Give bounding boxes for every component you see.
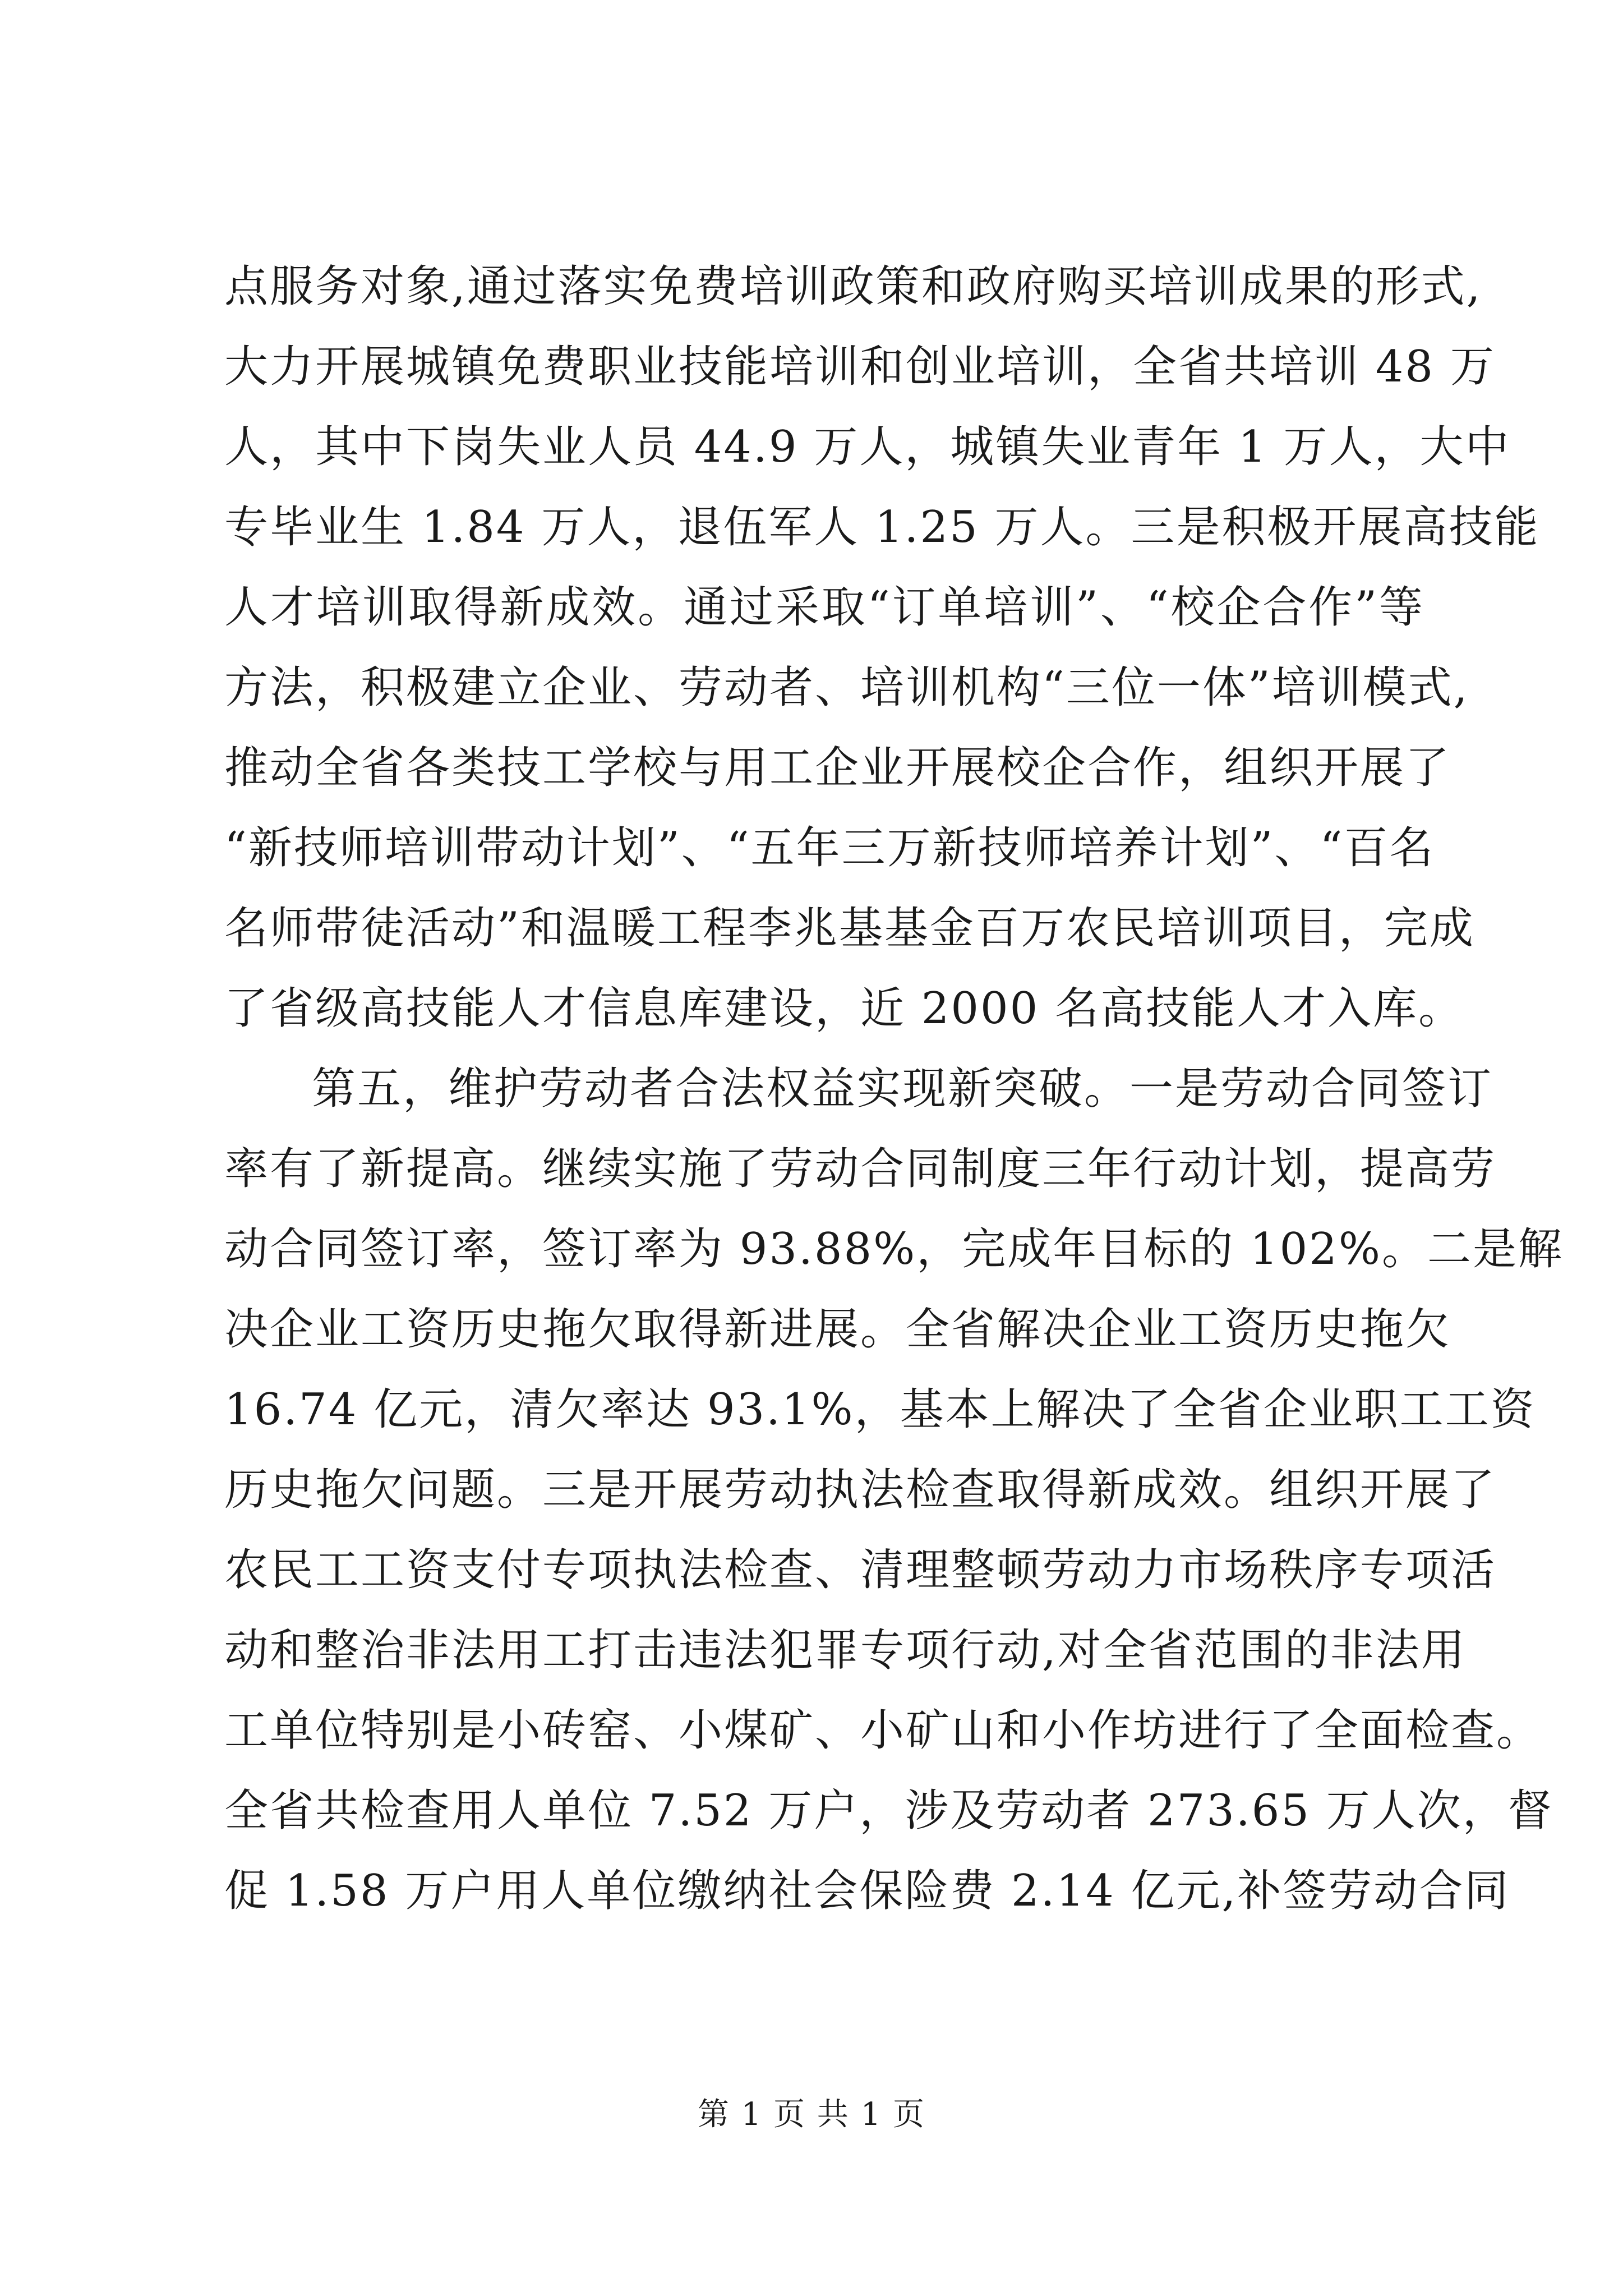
text-line: 促 1.58 万户用人单位缴纳社会保险费 2.14 亿元,补签劳动合同	[224, 1866, 1510, 1916]
text-line: 点服务对象,通过落实免费培训政策和政府购买培训成果的形式,	[224, 261, 1482, 312]
text-line: 决企业工资历史拖欠取得新进展。全省解决企业工资历史拖欠	[224, 1304, 1451, 1355]
text-line: “新技师培训带动计划”、“五年三万新技师培养计划”、“百名	[224, 823, 1435, 873]
paragraph-first-line: 第五，维护劳动者合法权益实现新突破。一是劳动合同签订	[312, 1064, 1493, 1114]
text-line: 动合同签订率，签订率为 93.88%，完成年目标的 102%。二是解	[224, 1224, 1564, 1274]
text-line: 名师带徒活动”和温暖工程李兆基基金百万农民培训项目，完成	[224, 903, 1475, 954]
text-line: 方法，积极建立企业、劳动者、培训机构“三位一体”培训模式,	[224, 662, 1469, 713]
document-body	[224, 247, 1564, 1931]
text-line: 率有了新提高。继续实施了劳动合同制度三年行动计划，提高劳	[224, 1144, 1497, 1194]
text-line: 全省共检查用人单位 7.52 万户，涉及劳动者 273.65 万人次，督	[224, 1786, 1553, 1836]
page-footer	[0, 2090, 1623, 2134]
text-line: 推动全省各类技工学校与用工企业开展校企合作，组织开展了	[224, 743, 1451, 793]
text-line: 工单位特别是小砖窑、小煤矿、小矿山和小作坊进行了全面检查。	[224, 1705, 1542, 1756]
text-line: 人，其中下岗失业人员 44.9 万人，城镇失业青年 1 万人，大中	[224, 422, 1511, 472]
page-number-label: 第 1 页 共 1 页	[697, 2096, 926, 2133]
text-line: 动和整治非法用工打击违法犯罪专项行动,对全省范围的非法用	[224, 1625, 1467, 1676]
text-line: 人才培训取得新成效。通过采取“订单培训”、“校企合作”等	[224, 582, 1424, 633]
text-line: 历史拖欠问题。三是开展劳动执法检查取得新成效。组织开展了	[224, 1465, 1497, 1515]
text-line: 农民工工资支付专项执法检查、清理整顿劳动力市场秩序专项活	[224, 1545, 1497, 1595]
text-line: 了省级高技能人才信息库建设，近 2000 名高技能人才入库。	[224, 983, 1464, 1034]
text-line: 16.74 亿元，清欠率达 93.1%，基本上解决了全省企业职工工资	[224, 1384, 1536, 1435]
text-line: 大力开展城镇免费职业技能培训和创业培训，全省共培训 48 万	[224, 342, 1496, 392]
text-line: 专毕业生 1.84 万人，退伍军人 1.25 万人。三是积极开展高技能	[224, 502, 1540, 553]
